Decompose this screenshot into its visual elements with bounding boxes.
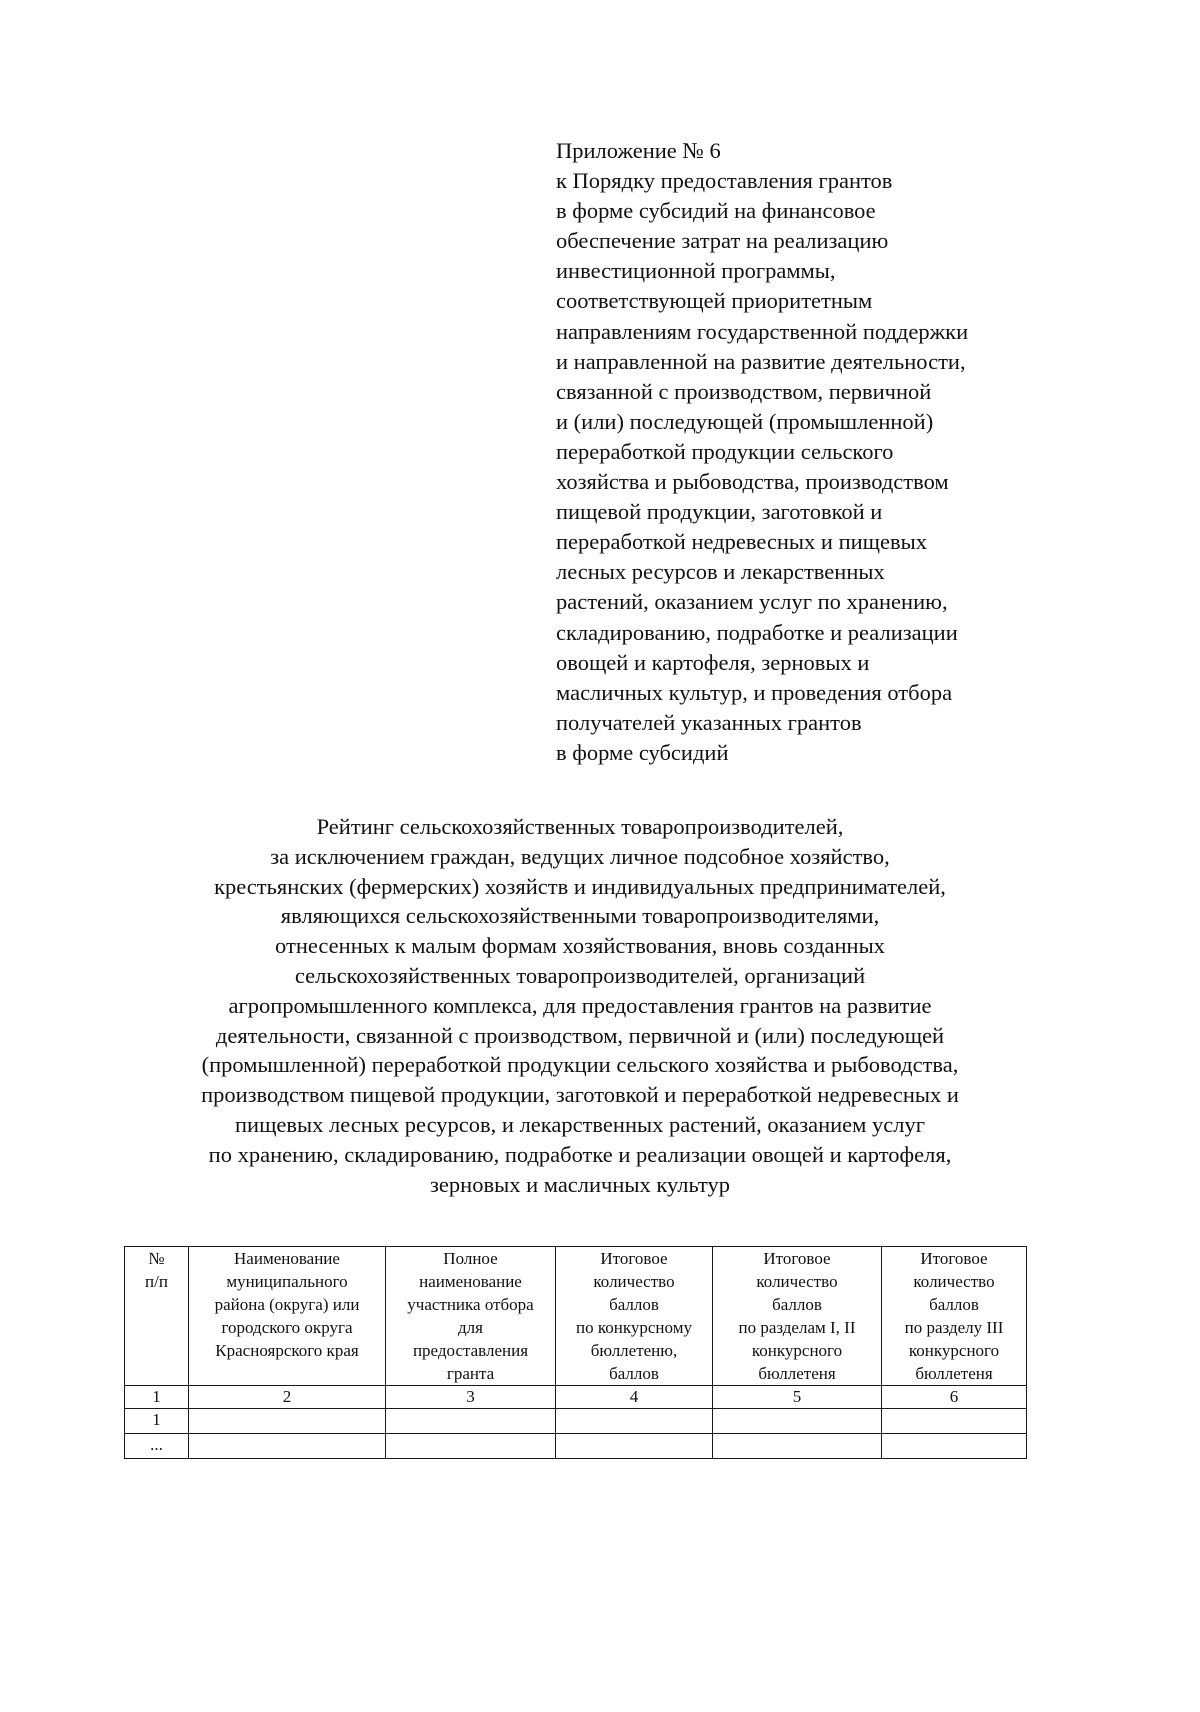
column-header (189, 1247, 386, 1386)
appendix-line: переработкой недревесных и пищевых (556, 529, 927, 555)
column-header (882, 1247, 1027, 1386)
column-header-line: количество (913, 1272, 995, 1291)
appendix-line: инвестиционной программы, (556, 258, 836, 284)
appendix-line: в форме субсидий на финансовое (556, 198, 876, 224)
column-header-line: муниципального (226, 1272, 348, 1291)
table-cell (386, 1434, 556, 1459)
column-header-line: Итоговое (600, 1249, 668, 1268)
column-header-line: Наименование (234, 1249, 340, 1268)
heading-line: крестьянских (фермерских) хозяйств и индивидуальных предпринимателей, (214, 873, 946, 899)
table-cell (882, 1434, 1027, 1459)
column-header (556, 1247, 713, 1386)
table-cell (713, 1409, 882, 1434)
table-cell (556, 1409, 713, 1434)
appendix-line: обеспечение затрат на реализацию (556, 228, 889, 254)
column-header-line: участника отбора (407, 1295, 534, 1314)
column-header-line: количество (756, 1272, 838, 1291)
table-cell (713, 1434, 882, 1459)
column-header-line: по разделу III (904, 1318, 1004, 1337)
column-header-line: № (148, 1249, 165, 1268)
column-header-line: по разделам I, II (738, 1318, 856, 1337)
heading-line: сельскохозяйственных товаропроизводителей, организаций (294, 962, 866, 988)
column-header-line: Итоговое (920, 1249, 988, 1268)
column-header-line: баллов (609, 1295, 659, 1314)
table-cell (882, 1409, 1027, 1434)
appendix-line: овощей и картофеля, зерновых и (556, 649, 870, 675)
column-header-line: бюллетеню, (590, 1341, 678, 1360)
heading-line: (промышленной) переработкой продукции сельского хозяйства и рыбоводства, (201, 1052, 959, 1078)
appendix-line: Приложение № 6 (556, 138, 721, 163)
column-header-line: городского округа (221, 1318, 353, 1337)
column-header-line: количество (593, 1272, 675, 1291)
column-header-line: по конкурсному (576, 1318, 692, 1337)
column-header-line: бюллетеня (915, 1364, 993, 1383)
table-header (125, 1247, 1027, 1386)
appendix-line: связанной с производством, первичной (556, 378, 932, 404)
appendix-line: складированию, подработке и реализации (556, 619, 958, 645)
heading-line: отнесенных к малым формам хозяйствования, вновь созданных (275, 933, 885, 959)
heading-line: Рейтинг сельскохозяйственных товаропроизводителей, (316, 814, 844, 839)
appendix-line: соответствующей приоритетным (556, 288, 873, 314)
table-row (125, 1434, 1027, 1459)
column-header-line: Итоговое (763, 1249, 831, 1268)
heading-line: зерновых и масличных культур (430, 1171, 730, 1197)
column-header-line: баллов (929, 1295, 979, 1314)
appendix-line: получателей указанных грантов (556, 709, 862, 735)
heading-line: являющихся сельскохозяйственными товаропроизводителями, (280, 903, 880, 929)
column-header-line: бюллетеня (758, 1364, 836, 1383)
appendix-line: лесных ресурсов и лекарственных (556, 559, 885, 585)
appendix-line: растений, оказанием услуг по хранению, (556, 589, 948, 615)
column-header-line: баллов (609, 1364, 659, 1383)
heading-line: агропромышленного комплекса, для предоставления грантов на развитие (228, 992, 932, 1018)
heading-line: производством пищевой продукции, заготовкой и переработкой недревесных и (201, 1082, 959, 1108)
table-cell: ... (125, 1434, 189, 1459)
column-header-line: п/п (145, 1272, 168, 1291)
header-row (125, 1247, 1027, 1386)
table-cell (386, 1409, 556, 1434)
column-header-line: Красноярского края (215, 1341, 359, 1360)
column-header-line: наименование (419, 1272, 522, 1291)
column-number-cell: 3 (386, 1386, 556, 1409)
appendix-line: и (или) последующей (промышленной) (556, 408, 934, 434)
appendix-line: и направленной на развитие деятельности, (556, 348, 966, 374)
table-row (125, 1409, 1027, 1434)
column-number-cell: 1 (125, 1386, 189, 1409)
column-header-line: баллов (772, 1295, 822, 1314)
table-cell (556, 1434, 713, 1459)
rating-table (124, 1246, 1027, 1459)
column-header-line: для (458, 1318, 483, 1337)
heading-line: по хранению, складированию, подработке и реализации овощей и картофеля, (208, 1141, 952, 1167)
heading-line: за исключением граждан, ведущих личное подсобное хозяйство, (270, 843, 890, 869)
document-heading (120, 812, 1040, 1199)
appendix-line: к Порядку предоставления грантов (556, 168, 893, 194)
column-header-line: конкурсного (751, 1341, 843, 1360)
column-number-cell: 5 (713, 1386, 882, 1409)
appendix-line: масличных культур, и проведения отбора (556, 679, 953, 705)
column-header-line: района (округа) или (214, 1295, 360, 1314)
table-body (125, 1386, 1027, 1459)
column-header (386, 1247, 556, 1386)
appendix-line: в форме субсидий (556, 739, 729, 765)
column-header-line: гранта (446, 1364, 495, 1383)
column-header (713, 1247, 882, 1386)
table-cell (189, 1409, 386, 1434)
column-number-cell: 4 (556, 1386, 713, 1409)
heading-line: пищевых лесных ресурсов, и лекарственных растений, оказанием услуг (235, 1111, 925, 1137)
appendix-block (556, 136, 1156, 768)
column-number-row (125, 1386, 1027, 1409)
table-cell (189, 1434, 386, 1459)
column-number-cell: 6 (882, 1386, 1027, 1409)
appendix-line: направлениям государственной поддержки (556, 318, 969, 344)
table-cell: 1 (125, 1409, 189, 1434)
appendix-line: хозяйства и рыбоводства, производством (556, 469, 949, 495)
heading-line: деятельности, связанной с производством, первичной и (или) последующей (215, 1022, 945, 1048)
column-header-line: конкурсного (908, 1341, 1000, 1360)
column-header-line: предоставления (412, 1341, 529, 1360)
column-number-cell: 2 (189, 1386, 386, 1409)
column-header (125, 1247, 189, 1386)
column-header-line: Полное (443, 1249, 498, 1268)
appendix-line: переработкой продукции сельского (556, 438, 894, 464)
appendix-line: пищевой продукции, заготовкой и (556, 499, 883, 525)
